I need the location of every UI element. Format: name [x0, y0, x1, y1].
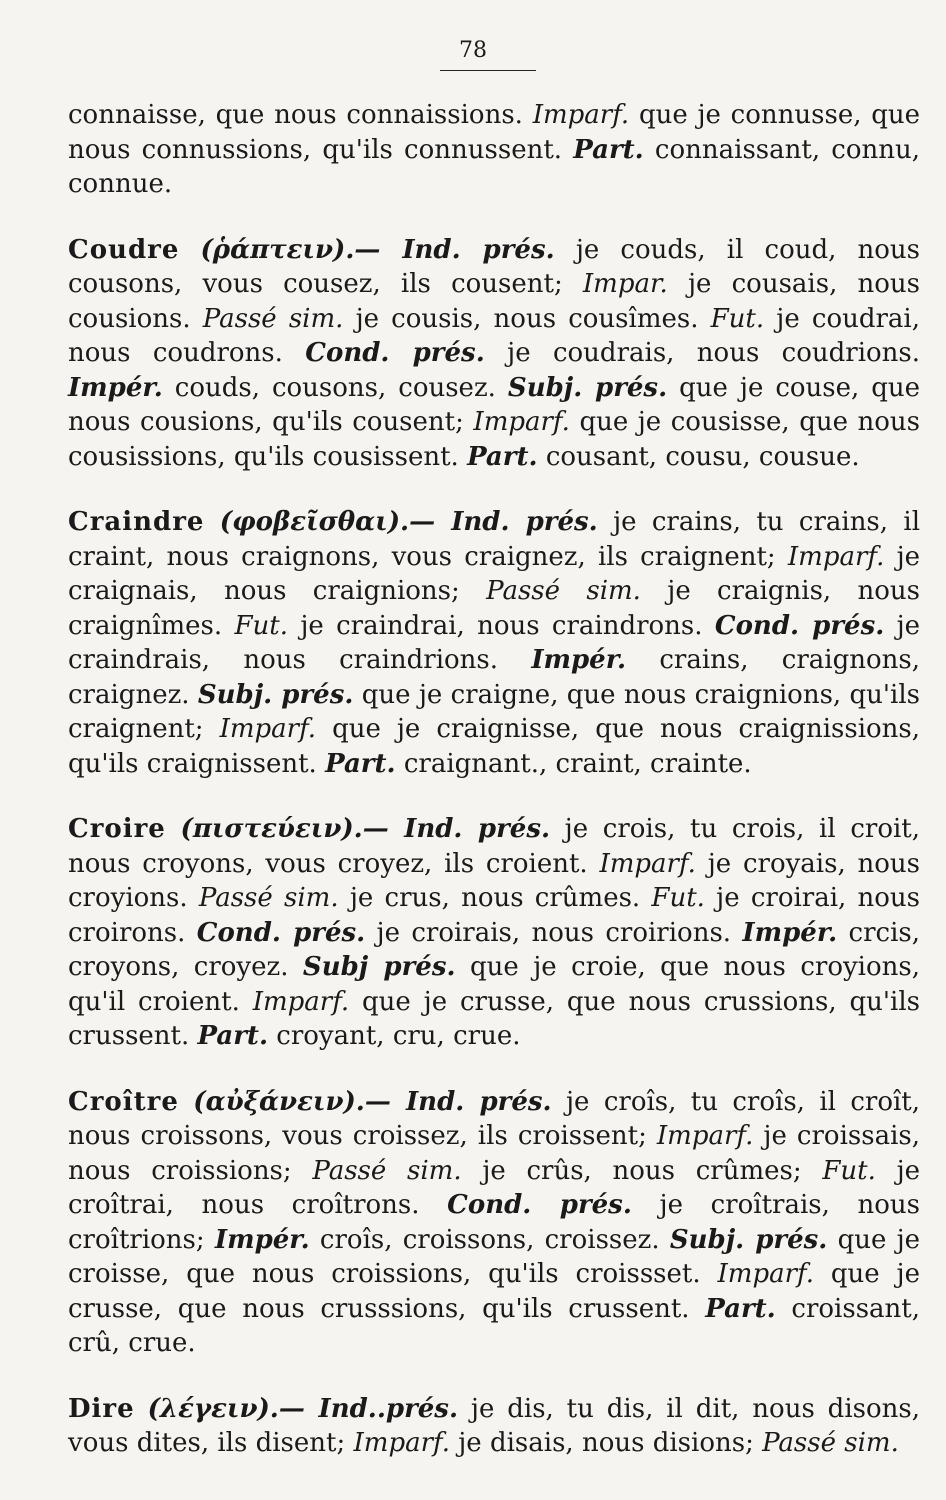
tense-label: Impér. [68, 372, 163, 403]
greek-gloss: (ῥάπτειν). [200, 234, 355, 265]
conjugation-text: je craignais, nous craignions; [68, 541, 921, 606]
conjugation-text: que je croie, que nous croyions, qu'il croient. [68, 952, 920, 1017]
conjugation-text: je craignis, nous craignîmes. [68, 576, 920, 641]
tense-label: Imparf. [656, 1121, 754, 1151]
tense-label: — Ind. prés. [409, 507, 598, 537]
tense-label: Fut. [651, 883, 705, 913]
tense-label: — Ind. prés. [354, 234, 555, 265]
conjugation-text: je dis, tu dis, il dit, nous disons, vous dites, ils disent; [68, 1393, 920, 1458]
tense-label: Part. [705, 1293, 776, 1324]
conjugation-text: que je cousisse, que nous cousissions, qu'ils cousissent. [68, 407, 921, 472]
headword: Croire [68, 814, 166, 844]
tense-label: Imparf. [532, 100, 630, 130]
tense-label: Impar. [582, 269, 668, 299]
conjugation-text: que je croisse, que nous croissions, qu'ils croissset. [68, 1224, 921, 1289]
tense-label: Passé sim. [762, 1428, 899, 1458]
tense-label: Subj prés. [302, 952, 456, 982]
text-run: connaisse, que nous connaissions. [68, 100, 523, 130]
tense-label: Fut. [234, 610, 288, 641]
tense-label: Impér. [214, 1224, 310, 1255]
page-body [68, 98, 920, 1461]
conjugation-text: je crains, tu crains, il craint, nous craignons, vous craignez, ils craignent; [68, 507, 921, 572]
tense-label: Imparf. [717, 1259, 814, 1289]
page-number: 78 [459, 38, 487, 63]
tense-label: Imparf. [473, 407, 570, 437]
conjugation-text: je cousis, nous cousîmes. [355, 303, 699, 334]
tense-label: Passé sim. [202, 303, 344, 334]
conjugation-text: je croissais, nous croissions; [68, 1121, 920, 1186]
conjugation-text: je craindrai, nous craindrons. [300, 610, 703, 641]
continuation-paragraph [68, 98, 920, 202]
tense-label: Subj. prés. [669, 1224, 828, 1255]
entry-dire [68, 1392, 920, 1461]
conjugation-text: croyant, cru, crue. [276, 1021, 521, 1051]
conjugation-text: que je craignisse, que nous craignissions, qu'ils craignissent. [68, 714, 921, 779]
conjugation-text: je couds, il coud, nous cousons, vous cousez, ils cousent; [68, 234, 921, 299]
tense-label: Passé sim. [486, 576, 641, 606]
tense-label: Part. [197, 1021, 268, 1051]
conjugation-text: croîs, croissons, croissez. [319, 1224, 660, 1255]
conjugation-text: crains, craignons, craignez. [68, 645, 921, 710]
tense-label: — Ind. prés. [362, 814, 551, 844]
tense-label: — Ind..prés. [278, 1393, 458, 1424]
conjugation-text: couds, cousons, cousez. [174, 372, 496, 403]
header-rule [440, 70, 536, 71]
text-run: que je connusse, que nous connussions, qu'ils connussent. [68, 100, 920, 165]
tense-label: Cond. prés. [714, 610, 885, 641]
conjugation-text: je croirai, nous croirons. [68, 883, 921, 948]
tense-label: Subj. prés. [197, 679, 354, 710]
conjugation-text: je crus, nous crûmes. [349, 883, 641, 913]
tense-label: Cond. prés. [196, 917, 366, 948]
tense-label: Fut. [822, 1155, 876, 1186]
conjugation-text: cousant, cousu, cousue. [545, 441, 860, 472]
conjugation-text: je croirais, nous croirions. [376, 917, 732, 948]
greek-gloss: (λέγειν). [147, 1393, 279, 1424]
tense-label: Imparf. [599, 848, 696, 879]
tense-label: Passé sim. [198, 883, 339, 913]
entry-craindre [68, 505, 920, 781]
tense-label: Imparf. [353, 1428, 450, 1458]
conjugation-text: que je crusse, que nous crusssions, qu'ils crussent. [68, 1259, 921, 1324]
tense-label: Cond. prés. [447, 1190, 632, 1220]
headword: Craindre [68, 507, 205, 537]
conjugation-text: je crûs, nous crûmes; [482, 1155, 802, 1186]
conjugation-text: je coudrai, nous coudrons. [68, 303, 920, 368]
entry-croire [68, 812, 920, 1054]
tense-label: Part. [325, 748, 396, 779]
tense-label: Imparf. [787, 541, 885, 572]
conjugation-text: je croîtrai, nous croîtrons. [68, 1155, 921, 1220]
conjugation-text: je croîs, tu croîs, il croît, nous croissons, vous croissez, ils croissent; [68, 1086, 921, 1151]
tense-label: Cond. prés. [305, 338, 485, 368]
headword: Dire [68, 1393, 135, 1424]
conjugation-text: crcis, croyons, croyez. [68, 917, 921, 982]
conjugation-text: je croyais, nous croyions. [68, 848, 921, 913]
tense-label: Subj. prés. [507, 372, 668, 403]
conjugation-text: croissant, crû, crue. [68, 1293, 921, 1358]
conjugation-text: que je craigne, que nous craignions, qu'ils craignent; [68, 679, 921, 744]
tense-label: Impér. [531, 645, 627, 675]
greek-gloss: (φοβεῖσθαι). [219, 507, 410, 537]
conjugation-text: je cousais, nous cousions. [68, 269, 921, 334]
tense-label: Part. [573, 134, 644, 165]
text-run: connaissant, connu, connue. [68, 134, 921, 199]
tense-label: Fut. [710, 303, 765, 334]
conjugation-text: je craindrais, nous craindrions. [68, 610, 921, 675]
conjugation-text: que je crusse, que nous crussions, qu'ils crussent. [68, 986, 920, 1051]
conjugation-text: je disais, nous disions; [458, 1428, 754, 1458]
conjugation-text: craignant., craint, crainte. [403, 748, 752, 779]
conjugation-text: je croîtrais, nous croîtrions; [68, 1190, 921, 1255]
tense-label: Part. [467, 441, 538, 472]
conjugation-text: je coudrais, nous coudrions. [507, 338, 921, 368]
headword: Croître [68, 1086, 179, 1117]
conjugation-text: que je couse, que nous cousions, qu'ils cousent; [68, 372, 921, 437]
tense-label: — Ind. prés. [364, 1086, 552, 1117]
conjugation-text: je crois, tu crois, il croit, nous croyons, vous croyez, ils croient. [68, 814, 921, 879]
tense-label: Passé sim. [312, 1155, 462, 1186]
tense-label: Impér. [742, 917, 838, 948]
entry-croitre [68, 1085, 920, 1361]
headword: Coudre [68, 234, 180, 265]
greek-gloss: (πιστεύειν). [180, 814, 363, 844]
tense-label: Imparf. [219, 714, 317, 744]
entry-coudre [68, 233, 920, 475]
greek-gloss: (αὐξάνειν). [193, 1086, 365, 1117]
tense-label: Imparf. [252, 986, 350, 1017]
